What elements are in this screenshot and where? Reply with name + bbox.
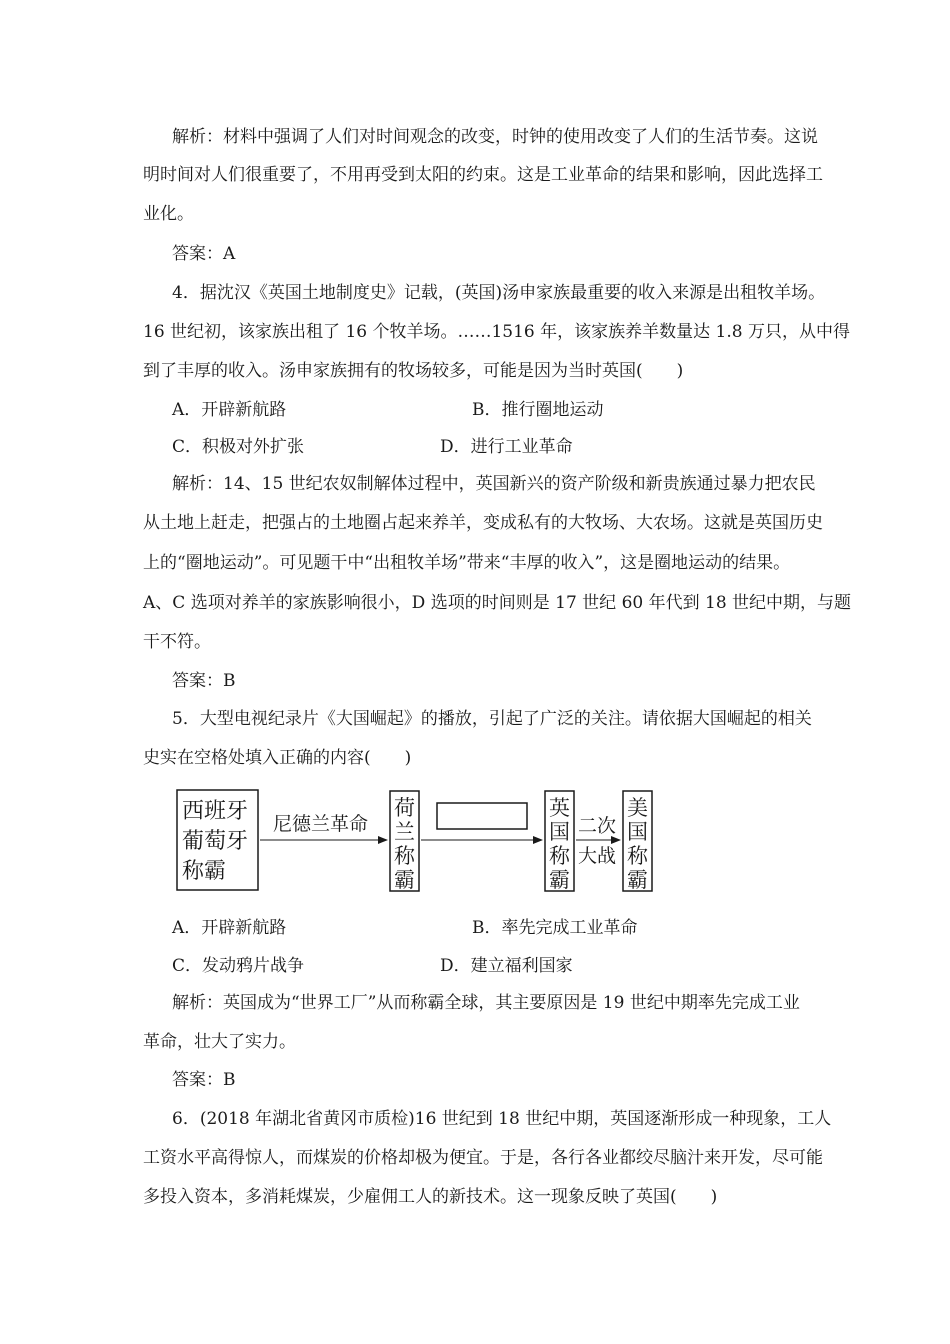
question-6-line-3: 多投入资本，多消耗煤炭，少雇佣工人的新技术。这一现象反映了英国( ) — [143, 1187, 718, 1207]
question-5-explanation-line-1: 解析：英国成为“世界工厂”从而称霸全球，其主要原因是 19 世纪中期率先完成工业 — [172, 993, 800, 1013]
box-1-line-2: 葡萄牙 — [182, 829, 249, 854]
answer-4: 答案：B — [172, 671, 236, 691]
box-2-char-4: 霸 — [394, 868, 415, 892]
arrow-1-label: 尼德兰革命 — [273, 813, 369, 835]
question-4-line-2: 16 世纪初，该家族出租了 16 个牧羊场。……1516 年，该家族养羊数量达 1.8 万只，从中得 — [143, 322, 850, 342]
box-4-char-2: 国 — [549, 820, 570, 844]
explanation-3-line-2: 明时间对人们很重要了，不用再受到太阳的约束。这是工业革命的结果和影响，因此选择工 — [143, 165, 823, 185]
question-4-option-a: A．开辟新航路 — [172, 400, 287, 420]
question-5-line-1: 5．大型电视纪录片《大国崛起》的播放，引起了广泛的关注。请依据大国崛起的相关 — [172, 709, 812, 729]
box-4-char-3: 称 — [549, 844, 570, 868]
box-1-line-1: 西班牙 — [182, 799, 249, 824]
question-5-explanation-line-2: 革命，壮大了实力。 — [143, 1032, 296, 1052]
arrow-3-label-bottom: 大战 — [578, 845, 617, 867]
box-1-line-3: 称霸 — [182, 859, 227, 884]
question-4-line-1: 4．据沈汉《英国土地制度史》记载，(英国)汤申家族最重要的收入来源是出租牧羊场。 — [172, 283, 826, 303]
arrow-3-label-top: 二次 — [578, 815, 617, 837]
box-2-char-1: 荷 — [394, 796, 415, 820]
box-5-char-3: 称 — [627, 844, 648, 868]
question-6-line-1: 6．(2018 年湖北省黄冈市质检)16 世纪到 18 世纪中期，英国逐渐形成一种现象，工人 — [172, 1109, 832, 1129]
history-flow-diagram — [170, 782, 670, 902]
question-5-line-2: 史实在空格处填入正确的内容( ) — [143, 748, 412, 768]
question-5-option-c: C．发动鸦片战争 — [172, 956, 305, 976]
box-5-char-2: 国 — [627, 820, 648, 844]
box-5-char-1: 美 — [627, 796, 648, 820]
box-5-char-4: 霸 — [627, 868, 648, 892]
question-6-line-2: 工资水平高得惊人，而煤炭的价格却极为便宜。于是，各行各业都绞尽脑汁来开发，尽可能 — [143, 1148, 823, 1168]
blank-answer-box — [437, 803, 527, 829]
question-4-explanation-line-4: A、C 选项对养羊的家族影响很小，D 选项的时间则是 17 世纪 60 年代到 18 世纪中期，与题 — [143, 593, 852, 613]
box-2-char-2: 兰 — [394, 820, 415, 844]
answer-5: 答案：B — [172, 1070, 236, 1090]
question-5-option-a: A．开辟新航路 — [172, 918, 287, 938]
question-4-option-b: B．推行圈地运动 — [472, 400, 604, 420]
explanation-3-line-3: 业化。 — [143, 204, 194, 224]
box-4-char-4: 霸 — [549, 868, 570, 892]
question-5-option-b: B．率先完成工业革命 — [472, 918, 638, 938]
question-4-explanation-line-2: 从土地上赶走，把强占的土地圈占起来养羊，变成私有的大牧场、大农场。这就是英国历史 — [143, 513, 823, 533]
box-4-char-1: 英 — [549, 796, 570, 820]
question-4-line-3: 到了丰厚的收入。汤申家族拥有的牧场较多，可能是因为当时英国( ) — [143, 361, 684, 381]
box-2-char-3: 称 — [394, 844, 415, 868]
explanation-3-line-1: 解析：材料中强调了人们对时间观念的改变，时钟的使用改变了人们的生活节奏。这说 — [172, 127, 818, 147]
question-5-option-d: D．建立福利国家 — [440, 956, 573, 976]
question-4-option-c: C．积极对外扩张 — [172, 437, 305, 457]
question-4-explanation-line-5: 干不符。 — [143, 632, 211, 652]
question-4-explanation-line-3: 上的“圈地运动”。可见题干中“出租牧羊场”带来“丰厚的收入”，这是圈地运动的结果。 — [143, 553, 791, 573]
question-4-explanation-line-1: 解析：14、15 世纪农奴制解体过程中，英国新兴的资产阶级和新贵族通过暴力把农民 — [172, 474, 816, 494]
answer-3: 答案：A — [172, 244, 236, 264]
question-4-option-d: D．进行工业革命 — [440, 437, 573, 457]
